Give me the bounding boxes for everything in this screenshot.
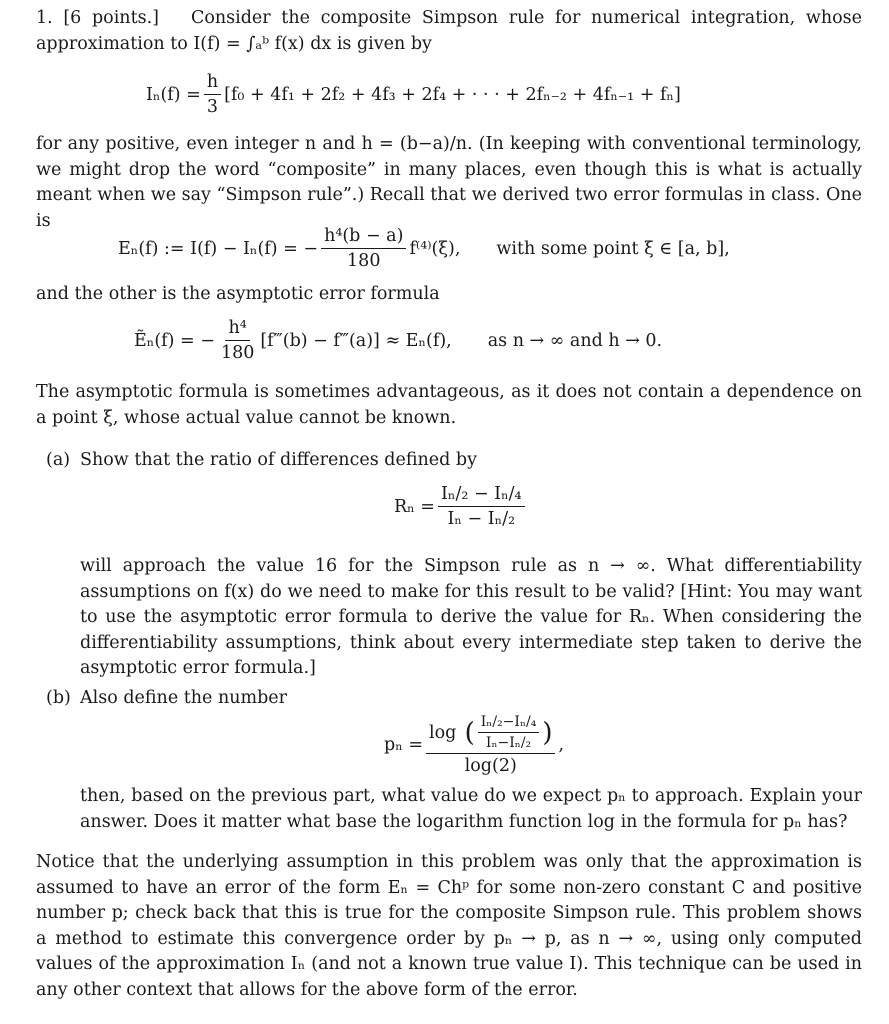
problem-number: 1. bbox=[36, 8, 53, 28]
part-b-intro bbox=[80, 686, 862, 712]
error2-condition: as n → ∞ and h → 0. bbox=[487, 330, 663, 351]
ratio-frac-den: Iₙ − Iₙ/₂ bbox=[447, 509, 516, 529]
part-a-body bbox=[80, 554, 862, 682]
error1-rhs: f⁽⁴⁾(ξ), bbox=[409, 238, 461, 259]
pn-equation bbox=[384, 714, 564, 776]
simpson-bracket: [f₀ + 4f₁ + 2f₂ + 4f₃ + 2f₄ + · · · + 2fₙ₋₂ + 4fₙ₋₁ + fₙ] bbox=[224, 84, 681, 105]
pn-lhs: pₙ = bbox=[384, 735, 423, 755]
problem-points: [6 points.] bbox=[63, 8, 159, 28]
simpson-lhs: Iₙ(f) = bbox=[146, 84, 201, 105]
part-b-body-text: then, based on the previous part, what value do we expect pₙ to approach. Explain your answer. Does it matter what base the logarithm function log in the formula for pₙ has? bbox=[80, 786, 862, 832]
part-b-label: (b) bbox=[46, 688, 71, 708]
part-a-text: Show that the ratio of differences defined by bbox=[80, 450, 477, 470]
paragraph-2-text: and the other is the asymptotic error formula bbox=[36, 284, 440, 304]
paragraph-1 bbox=[36, 132, 862, 234]
pn-frac-den: log(2) bbox=[464, 756, 517, 776]
part-a-label: (a) bbox=[46, 450, 71, 470]
pn-frac-num: log ( $\frac{\text{Iₙ/₂−Iₙ/₄}}{\text{Iₙ−Iₙ/₂}}$ ) bbox=[426, 714, 555, 754]
error1-frac-den: 180 bbox=[347, 251, 381, 271]
part-b-body bbox=[80, 784, 862, 835]
paragraph-3 bbox=[36, 380, 862, 431]
ratio-lhs: Rₙ = bbox=[394, 496, 435, 517]
ratio-equation bbox=[394, 484, 528, 529]
pn-inner-fraction bbox=[478, 714, 540, 751]
ratio-frac-num: Iₙ/₂ − Iₙ/₄ bbox=[438, 484, 525, 507]
error2-rhs: [f‴(b) − f‴(a)] ≈ Eₙ(f), bbox=[260, 330, 452, 351]
closing-paragraph bbox=[36, 850, 862, 1003]
error-formula-2 bbox=[134, 318, 662, 363]
error2-fraction bbox=[218, 318, 257, 363]
error2-frac-den: 180 bbox=[220, 343, 255, 363]
pn-trail: , bbox=[558, 735, 565, 755]
error2-lhs: Ẽₙ(f) = − bbox=[134, 330, 215, 351]
simpson-frac-den: 3 bbox=[206, 97, 219, 117]
error1-fraction bbox=[321, 226, 406, 271]
problem-intro-text: Consider the composite Simpson rule for numerical integration, whose approximation to I(f) = ∫ₐᵇ f(x) dx is given by bbox=[36, 8, 862, 54]
paragraph-1-text: for any positive, even integer n and h = (b−a)/n. (In keeping with conventional terminology, we might drop the word “composite” in many places, even though this is what is actually meant when we say “Simpson rule”.) Recall that we derived two error formulas in class. One is bbox=[36, 134, 862, 231]
part-a-body-text: will approach the value 16 for the Simpson rule as n → ∞. What differentiability assumptions on f(x) do we need to make for this result to be valid? [Hint: You may want to use the asymptotic error formula to derive the value for Rₙ. When considering the differentiability assumptions, think about every intermediate step taken to derive the asymptotic error formula.] bbox=[80, 556, 862, 678]
simpson-equation bbox=[146, 72, 681, 117]
error2-frac-num: h⁴ bbox=[225, 318, 249, 341]
error1-frac-num: h⁴(b − a) bbox=[321, 226, 406, 249]
part-b-text: Also define the number bbox=[80, 688, 288, 708]
simpson-frac-num: h bbox=[204, 72, 221, 95]
part-a-intro bbox=[80, 448, 862, 474]
pn-fraction bbox=[426, 714, 555, 776]
problem-intro bbox=[36, 6, 862, 57]
paragraph-3-text: The asymptotic formula is sometimes advantageous, as it does not contain a dependence on a point ξ, whose actual value cannot be known. bbox=[36, 382, 862, 428]
ratio-fraction bbox=[438, 484, 525, 529]
pn-inner-den: Iₙ−Iₙ/₂ bbox=[485, 735, 532, 751]
closing-text: Notice that the underlying assumption in this problem was only that the approximation is assumed to have an error of the form Eₙ = Chᵖ for some non-zero constant C and positive number p; check back that this is true for the composite Simpson rule. This problem shows a method to estimate this convergence order by pₙ → p, as n → ∞, using only computed values of the approximation Iₙ (and not a known true value I). This technique can be used in any other context that allows for the above form of the error. bbox=[36, 852, 862, 1000]
error1-condition: with some point ξ ∈ [a, b], bbox=[496, 238, 730, 259]
error-formula-1 bbox=[118, 226, 730, 271]
pn-inner-num: Iₙ/₂−Iₙ/₄ bbox=[478, 714, 540, 733]
paragraph-2 bbox=[36, 282, 862, 308]
pn-log-word: log bbox=[429, 722, 457, 743]
simpson-fraction bbox=[204, 72, 221, 117]
error1-lhs: Eₙ(f) := I(f) − Iₙ(f) = − bbox=[118, 238, 319, 259]
